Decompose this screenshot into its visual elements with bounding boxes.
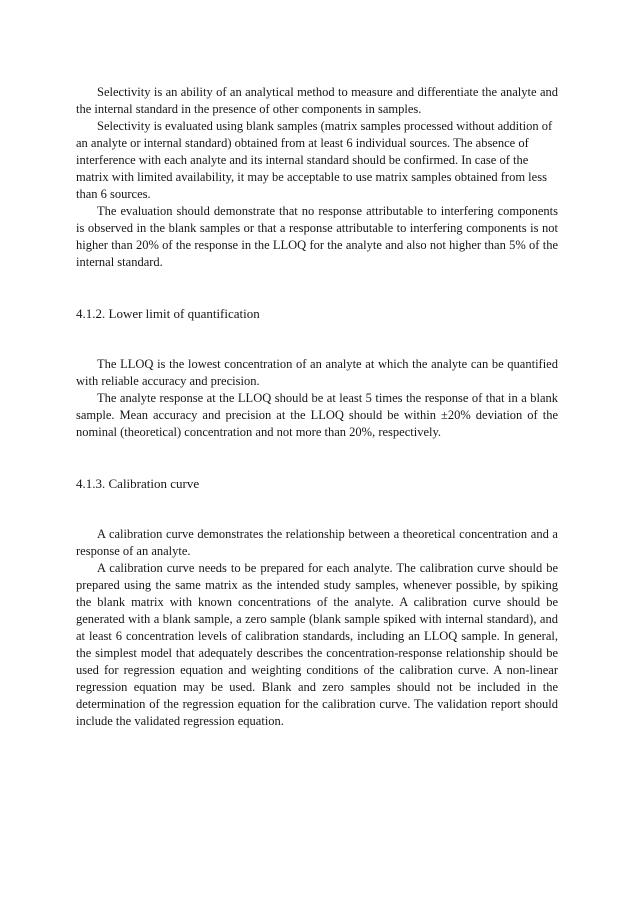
- paragraph-calibration-curve-definition: A calibration curve demonstrates the relationship between a theoretical concentration and a response of an analyte.: [76, 527, 558, 558]
- section-heading-calibration-curve: 4.1.3. Calibration curve: [76, 476, 200, 491]
- paragraph-lloq-criteria: The analyte response at the LLOQ should be at least 5 times the response of that in a blank sample. Mean accuracy and precision at the LLOQ should be within ±20% deviation of the nominal (theoretical) concentration and not more than 20%, respectively.: [76, 391, 558, 439]
- paragraph-selectivity-criteria: The evaluation should demonstrate that no response attributable to interfering components is observed in the blank samples or that a response attributable to interfering components is not higher than 20% of the response in the LLOQ for the analyte and also not higher than 5% of the internal standard.: [76, 204, 558, 269]
- paragraph-calibration-curve-requirements: A calibration curve needs to be prepared for each analyte. The calibration curve should be prepared using the same matrix as the intended study samples, whenever possible, by spiking the blank matrix with known concentrations of the analyte. A calibration curve should be generated with a blank sample, a zero sample (blank sample spiked with internal standard), and at least 6 concentration levels of calibration standards, including an LLOQ sample. In general, the simplest model that adequately describes the concentration-response relationship should be used for regression equation and weighting conditions of the calibration curve. A non-linear regression equation may be used. Blank and zero samples should not be included in the determination of the regression equation for the calibration curve. The validation report should include the validated regression equation.: [76, 561, 558, 728]
- section-heading-lower-limit-of-quantification: 4.1.2. Lower limit of quantification: [76, 306, 260, 321]
- paragraph-lloq-definition: The LLOQ is the lowest concentration of an analyte at which the analyte can be quantified with reliable accuracy and precision.: [76, 357, 558, 388]
- paragraph-selectivity-definition: Selectivity is an ability of an analytical method to measure and differentiate the analyte and the internal standard in the presence of other components in samples.: [76, 85, 558, 116]
- paragraph-selectivity-evaluation: Selectivity is evaluated using blank samples (matrix samples processed without addition of an analyte or internal standard) obtained from at least 6 individual sources. The absence of interference with each analyte and its internal standard should be confirmed. In case of the matrix with limited availability, it may be acceptable to use matrix samples obtained from less than 6 sources.: [76, 119, 553, 201]
